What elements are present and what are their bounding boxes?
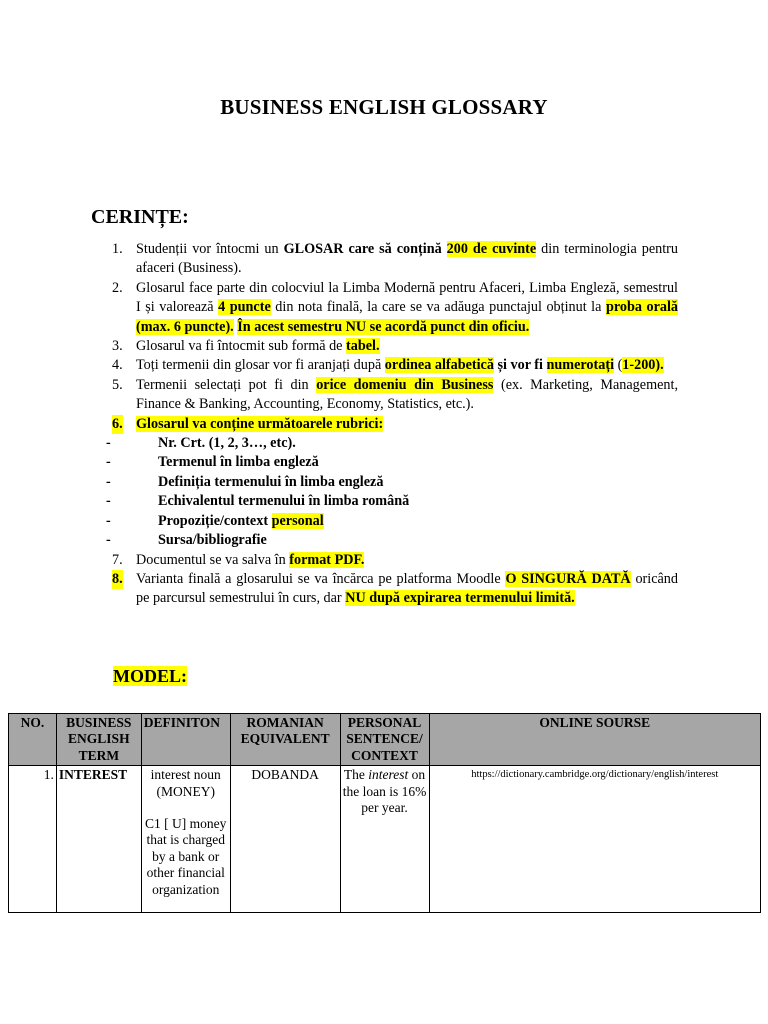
- cell-romanian: DOBANDA: [230, 766, 340, 913]
- header-sentence: PERSONAL SENTENCE/ CONTEXT: [340, 714, 429, 766]
- text-run: personal: [271, 512, 324, 529]
- text-run: Definiția termenului în limba engleză: [158, 473, 384, 490]
- text-run: Nr. Crt. (1, 2, 3…, etc).: [158, 435, 296, 452]
- sentence-post: on the loan is 16% per year.: [342, 767, 427, 816]
- cell-sentence: [340, 766, 429, 913]
- text-run: format PDF.: [289, 551, 365, 568]
- list-item: [106, 376, 678, 415]
- list-item-number: 5.: [112, 376, 123, 393]
- table-header-row: [9, 714, 761, 766]
- text-run: Toți termenii din glosar vor fi aranjați după: [136, 357, 385, 374]
- model-heading: MODEL:: [113, 666, 187, 686]
- header-source: ONLINE SOURSE: [429, 714, 760, 766]
- cell-term: INTEREST: [56, 766, 141, 913]
- list-item-number: 7.: [112, 551, 123, 568]
- bullet-dash: -: [106, 532, 111, 549]
- text-run: oricând pe parcursul semestrului în curs, dar: [136, 570, 678, 607]
- text-run: Termenul în limba engleză: [158, 454, 319, 471]
- definition-line1: interest noun: [150, 767, 221, 783]
- list-item-number: 2.: [112, 279, 123, 296]
- cell-source: https://dictionary.cambridge.org/dictionary/english/interest: [429, 766, 760, 913]
- text-run: și vor fi: [497, 357, 547, 374]
- list-item-number: 3.: [112, 338, 123, 355]
- text-run: O SINGURĂ DATĂ: [505, 570, 631, 587]
- text-run: (: [614, 357, 623, 374]
- requirements-heading: CERINȚE:: [91, 206, 189, 228]
- text-run: NU după expirarea termenului limită.: [345, 590, 575, 607]
- text-run: din terminologia pentru afaceri (Business).: [136, 241, 678, 277]
- sub-list-item: [106, 492, 678, 511]
- list-item: [106, 240, 678, 279]
- cell-definition: [141, 766, 230, 913]
- text-run: Glosarul va fi întocmit sub formă de: [136, 338, 347, 355]
- text-run: 1-200).: [622, 357, 664, 374]
- definition-line2: (MONEY): [156, 783, 215, 799]
- text-run: Varianta finală a glosarului se va încărca pe platforma Moodle: [136, 570, 506, 587]
- requirements-list: [106, 240, 678, 609]
- list-item: [106, 279, 678, 337]
- sub-list-item: [106, 434, 678, 453]
- text-run: orice domeniu din Business: [316, 376, 494, 393]
- header-definition: DEFINITON: [141, 714, 230, 766]
- text-run: ordinea alfabetică: [384, 357, 494, 374]
- text-run: Studenții vor întocmi un: [136, 241, 284, 257]
- bullet-dash: -: [106, 454, 111, 471]
- text-run: În acest semestru NU se acordă punct din oficiu.: [237, 318, 530, 335]
- sentence-emphasis: interest: [368, 767, 409, 783]
- definition-line3: C1 [ U] money that is charged by a bank or other financial organization: [145, 816, 227, 897]
- text-run: Documentul se va salva în: [136, 551, 290, 568]
- text-run: Glosarul va conține următoarele rubrici:: [136, 415, 384, 432]
- glossary-table: [8, 713, 761, 913]
- text-run: Termenii selectați pot fi din: [136, 376, 317, 393]
- bullet-dash: -: [106, 493, 111, 510]
- document-title: BUSINESS ENGLISH GLOSSARY: [220, 95, 548, 119]
- header-no: NO.: [9, 714, 57, 766]
- list-item: [106, 570, 678, 609]
- text-run: numerotați: [546, 357, 615, 374]
- text-run: 200 de cuvinte: [446, 241, 537, 257]
- list-item-number: 6.: [112, 415, 123, 434]
- sub-list-item: [106, 512, 678, 531]
- list-item: [106, 337, 678, 356]
- header-term: BUSINESS ENGLISH TERM: [56, 714, 141, 766]
- bullet-dash: -: [106, 473, 111, 490]
- text-run: Glosarul face parte din colocviul la Limba Modernă pentru Afaceri, Limba Engleză, semestrul I și valorează: [136, 279, 678, 316]
- header-romanian: ROMANIAN EQUIVALENT: [230, 714, 340, 766]
- bullet-dash: -: [106, 512, 111, 529]
- list-item-number: 4.: [112, 357, 123, 374]
- text-run: Propoziție/context: [158, 512, 272, 529]
- text-run: Echivalentul termenului în limba română: [158, 493, 410, 510]
- text-run: 4 puncte: [218, 299, 271, 316]
- text-run: GLOSAR care să conțină: [283, 241, 447, 257]
- text-run: Sursa/bibliografie: [158, 532, 267, 549]
- text-run: proba orală (max. 6 puncte).: [136, 299, 679, 335]
- cell-no: 1.: [9, 766, 57, 913]
- list-item-number: 1.: [112, 241, 123, 257]
- list-item: [106, 356, 678, 375]
- text-run: tabel.: [346, 338, 380, 355]
- bullet-dash: -: [106, 435, 111, 452]
- sentence-pre: The: [343, 767, 369, 783]
- list-item: [106, 551, 678, 570]
- table-row: [9, 766, 761, 913]
- list-item: [106, 415, 678, 434]
- sub-list-item: [106, 531, 678, 550]
- sub-list-item: [106, 453, 678, 472]
- text-run: (ex. Marketing, Management, Finance & Banking, Accounting, Economy, Statistics, etc.).: [136, 376, 678, 413]
- text-run: din nota finală, la care se va adăuga punctajul obținut la: [270, 299, 606, 316]
- sub-list-item: [106, 473, 678, 492]
- list-item-number: 8.: [112, 570, 123, 589]
